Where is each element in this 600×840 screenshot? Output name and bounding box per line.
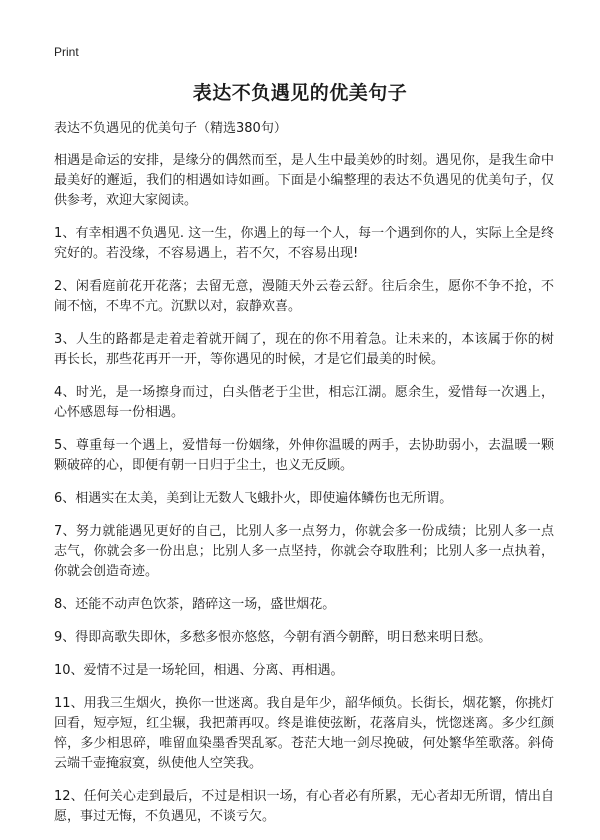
print-label[interactable]: Print	[54, 45, 79, 59]
article-subtitle: 表达不负遇见的优美句子（精选380句）	[54, 121, 287, 136]
page-title: 表达不负遇见的优美句子	[192, 82, 408, 104]
sentence-item-3: 3、人生的路都是走着走着就开阔了，现在的你不用着急。让未来的，本该属于你的树再长长，那些花再开一开，等你遇见的时候，才是它们最美的时候。	[54, 332, 554, 367]
sentence-item-6: 6、相遇实在太美，美到让无数人飞蛾扑火，即使遍体鳞伤也无所谓。	[54, 491, 453, 506]
sentence-item-7: 7、努力就能遇见更好的自己，比别人多一点努力，你就会多一份成绩；比别人多一点志气，你就会多一份出息；比别人多一点坚持，你就会夺取胜利；比别人多一点执着，你就会创造奇迹。	[54, 524, 554, 579]
sentence-item-8: 8、还能不动声色饮茶，踏碎这一场，盛世烟花。	[54, 597, 336, 612]
intro-paragraph: 相遇是命运的安排，是缘分的偶然而至，是人生中最美妙的时刻。遇见你，是我生命中最美好的邂逅，我们的相遇如诗如画。下面是小编整理的表达不负遇见的优美句子，仅供参考，欢迎大家阅读。	[54, 153, 554, 208]
sentence-item-4: 4、时光，是一场擦身而过，白头偕老于尘世，相忘江湖。愿余生，爱惜每一次遇上，心怀感恩每一份相遇。	[54, 385, 554, 420]
sentence-item-5: 5、尊重每一个遇上，爱惜每一份姻缘，外伸你温暖的两手，去协助弱小，去温暖一颗颗破碎的心，即便有朝一日归于尘土，也义无反顾。	[54, 438, 554, 473]
sentence-item-9: 9、得即高歌失即休，多愁多恨亦悠悠，今朝有酒今朝醉，明日愁来明日愁。	[54, 630, 492, 645]
sentence-item-11: 11、用我三生烟火，换你一世迷离。我自是年少，韶华倾负。长街长，烟花繁，你挑灯回看，短亭短，红尘辗，我把萧再叹。终是谁使弦断，花落肩头，恍惚迷离。多少红颜悴，多少相思碎，唯留血染墨香哭乱冢。苍茫大地一剑尽挽破，何处繁华笙歌落。斜倚云端千壶掩寂寞，纵使他人空笑我。	[54, 696, 554, 771]
sentence-item-12: 12、任何关心走到最后，不过是相识一场，有心者必有所累，无心者却无所谓，情出自愿，事过无悔，不负遇见，不谈亏欠。	[54, 789, 554, 824]
sentence-item-10: 10、爱情不过是一场轮回，相遇、分离、再相遇。	[54, 663, 344, 678]
article-body	[54, 119, 554, 840]
sentence-item-2: 2、闲看庭前花开花落；去留无意，漫随天外云卷云舒。往后余生，愿你不争不抢，不闹不恼，不卑不亢。沉默以对，寂静欢喜。	[54, 279, 554, 314]
sentence-item-1: 1、有幸相遇不负遇见. 这一生，你遇上的每一个人，每一个遇到你的人，实际上全是终究好的。若没缘，不容易遇上，若不欠，不容易出现!	[54, 226, 554, 261]
